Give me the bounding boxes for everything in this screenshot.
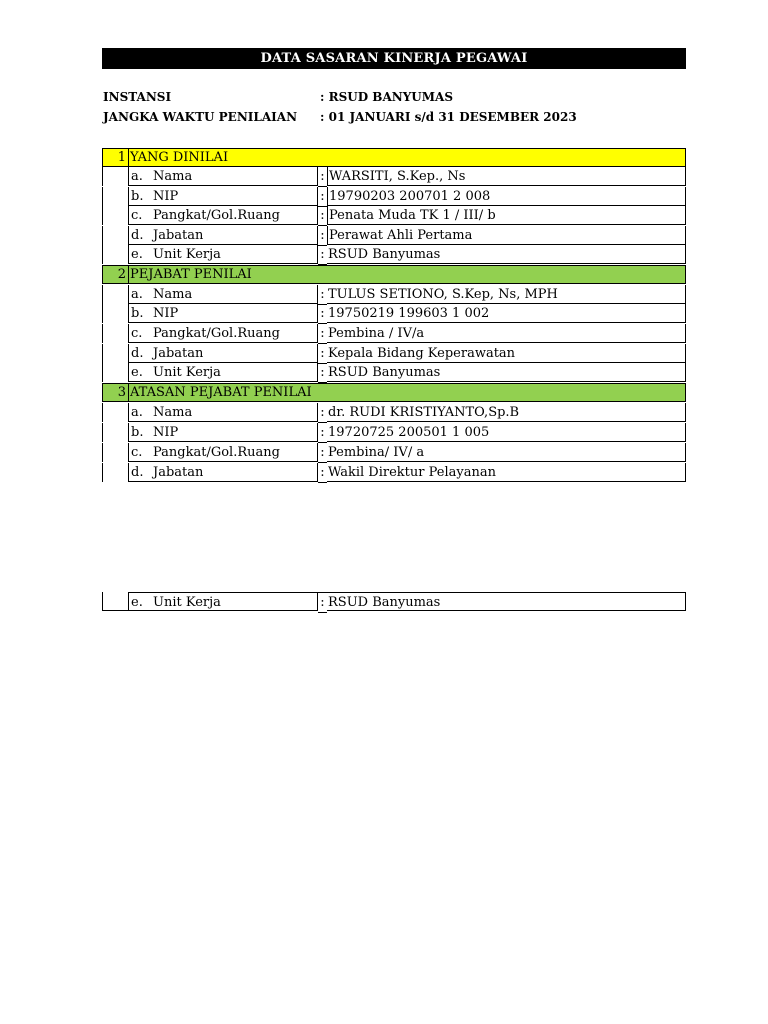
field-label: b. NIP [128, 187, 318, 206]
field-label: c. Pangkat/Gol.Ruang [128, 443, 318, 462]
section-number: 2 [103, 266, 129, 283]
field-label: b. NIP [128, 304, 318, 323]
field-value: RSUD Banyumas [327, 592, 686, 611]
field-label: d. Jabatan [128, 226, 318, 245]
field-value: 19790203 200701 2 008 [327, 187, 686, 206]
field-label: e. Unit Kerja [128, 363, 318, 382]
section-yang-dinilai [102, 148, 686, 167]
field-value: WARSITI, S.Kep., Ns [327, 167, 686, 186]
field-label: c. Pangkat/Gol.Ruang [128, 206, 318, 225]
field-row: a. Nama : TULUS SETIONO, S.Kep, Ns, MPH [102, 285, 686, 304]
field-label: a. Nama [128, 167, 318, 186]
field-value: Kepala Bidang Keperawatan [327, 344, 686, 363]
field-row: b. NIP : 19720725 200501 1 005 [102, 423, 686, 442]
field-row: c. Pangkat/Gol.Ruang : Penata Muda TK 1 / III/ b [102, 206, 686, 225]
field-value: Penata Muda TK 1 / III/ b [327, 206, 686, 225]
section-number: 3 [103, 384, 129, 401]
document-title: DATA SASARAN KINERJA PEGAWAI [102, 48, 686, 69]
field-value: Perawat Ahli Pertama [327, 226, 686, 245]
field-value: 19750219 199603 1 002 [327, 304, 686, 323]
period-label: JANGKA WAKTU PENILAIAN [103, 110, 298, 124]
field-label: c. Pangkat/Gol.Ruang [128, 324, 318, 343]
field-row: b. NIP : 19750219 199603 1 002 [102, 304, 686, 323]
field-value: TULUS SETIONO, S.Kep, Ns, MPH [327, 285, 686, 304]
field-row: e. Unit Kerja : RSUD Banyumas [102, 363, 686, 382]
field-label: a. Nama [128, 285, 318, 304]
field-label: a. Nama [128, 403, 318, 422]
section-heading: PEJABAT PENILAI [130, 267, 252, 282]
field-row: b. NIP : 19790203 200701 2 008 [102, 187, 686, 206]
field-row: e. Unit Kerja : RSUD Banyumas [102, 592, 686, 611]
section-pejabat-penilai [102, 265, 686, 284]
field-row: d. Jabatan : Wakil Direktur Pelayanan [102, 463, 686, 482]
field-value: Wakil Direktur Pelayanan [327, 463, 686, 482]
field-value: Pembina/ IV/ a [327, 443, 686, 462]
section-atasan-pejabat-penilai [102, 383, 686, 402]
field-value: 19720725 200501 1 005 [327, 423, 686, 442]
field-label: d. Jabatan [128, 344, 318, 363]
field-value: RSUD Banyumas [327, 363, 686, 382]
field-row: d. Jabatan : Perawat Ahli Pertama [102, 226, 686, 245]
field-row: a. Nama : WARSITI, S.Kep., Ns [102, 167, 686, 186]
period-value: : 01 JANUARI s/d 31 DESEMBER 2023 [320, 110, 577, 124]
instansi-label: INSTANSI [103, 90, 172, 104]
field-value: dr. RUDI KRISTIYANTO,Sp.B [327, 403, 686, 422]
section-number: 1 [103, 149, 129, 166]
section-heading: YANG DINILAI [130, 150, 229, 165]
field-row: d. Jabatan : Kepala Bidang Keperawatan [102, 344, 686, 363]
field-value: RSUD Banyumas [327, 245, 686, 264]
field-row: c. Pangkat/Gol.Ruang : Pembina / IV/a [102, 324, 686, 343]
field-label: e. Unit Kerja [128, 592, 318, 611]
field-row: a. Nama : dr. RUDI KRISTIYANTO,Sp.B [102, 403, 686, 422]
field-row: e. Unit Kerja : RSUD Banyumas [102, 245, 686, 264]
field-label: d. Jabatan [128, 463, 318, 482]
field-label: e. Unit Kerja [128, 245, 318, 264]
field-row: c. Pangkat/Gol.Ruang : Pembina/ IV/ a [102, 443, 686, 462]
field-value: Pembina / IV/a [327, 324, 686, 343]
instansi-value: : RSUD BANYUMAS [320, 90, 454, 104]
field-label: b. NIP [128, 423, 318, 442]
section-heading: ATASAN PEJABAT PENILAI [130, 385, 312, 400]
